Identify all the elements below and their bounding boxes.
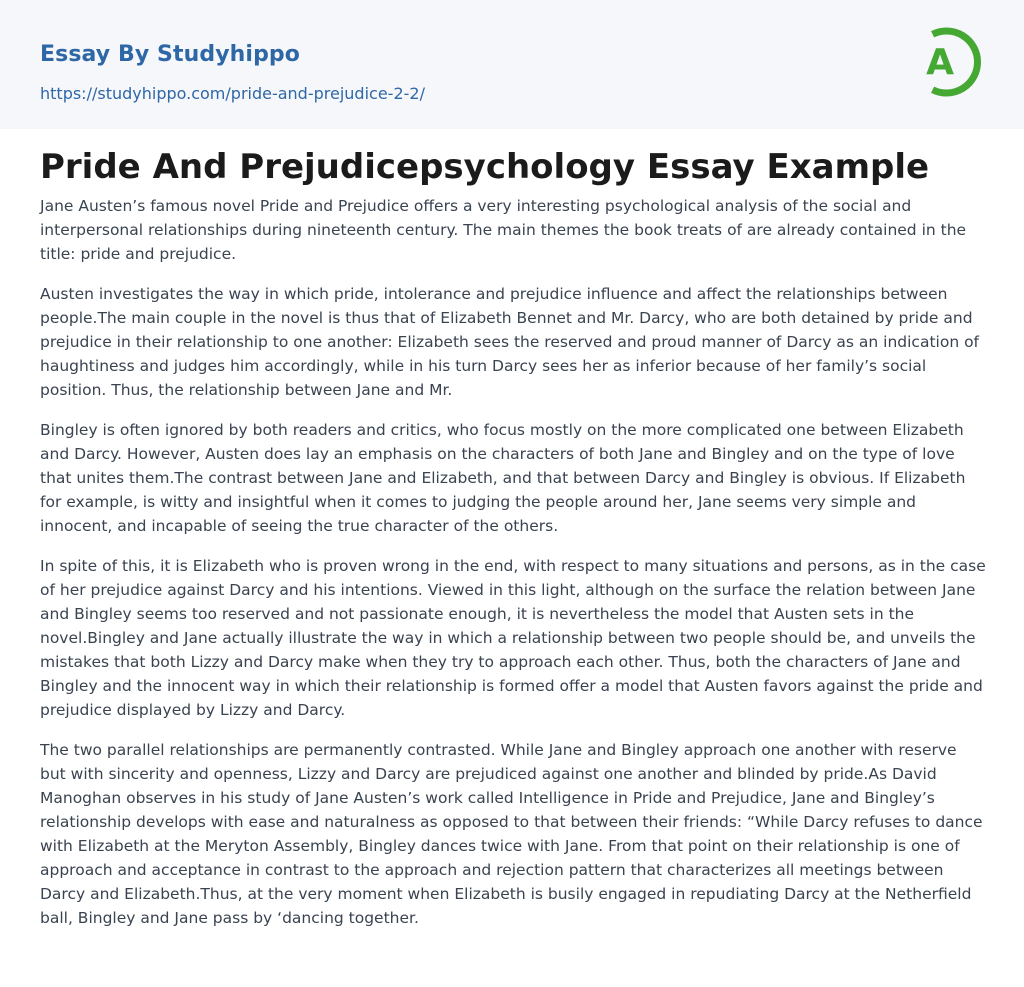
logo-icon[interactable] — [913, 20, 985, 104]
site-brand[interactable]: Essay By Studyhippo — [40, 42, 300, 67]
article-paragraph: Bingley is often ignored by both readers and critics, who focus mostly on the more complicated one between Elizabeth and Darcy. However, Austen does lay an emphasis on the characters of both Jane and Bingley and on the type of love that unites them.The contrast between Jane and Elizabeth, and that between Darcy and Bingley is obvious. If Elizabeth for example, is witty and insightful when it comes to judging the people around her, Jane seems very simple and innocent, and incapable of seeing the true character of the others. — [40, 421, 966, 535]
site-header — [0, 0, 1024, 129]
page-title: Pride And Prejudicepsychology Essay Example — [40, 147, 930, 187]
article-paragraph: In spite of this, it is Elizabeth who is proven wrong in the end, with respect to many situations and persons, as in the case of her prejudice against Darcy and his intentions. Viewed in this light, although on the surface the relation between Jane and Bingley seems too reserved and not passionate enough, it is nevertheless the model that Austen sets in the novel.Bingley and Jane actually illustrate the way in which a relationship between two people should be, and unveils the mistakes that both Lizzy and Darcy make when they try to approach each other. Thus, both the characters of Jane and Bingley and the innocent way in which their relationship is formed offer a model that Austen favors against the pride and prejudice displayed by Lizzy and Darcy. — [40, 557, 986, 719]
article-paragraph: Austen investigates the way in which pride, intolerance and prejudice influence and affect the relationships between people.The main couple in the novel is thus that of Elizabeth Bennet and Mr. Darcy, who are both detained by pride and prejudice in their relationship to one another: Elizabeth sees the reserved and proud manner of Darcy as an indication of haughtiness and judges him accordingly, while in his turn Darcy sees her as inferior because of her family’s social position. Thus, the relationship between Jane and Mr. — [40, 285, 980, 399]
page-url-link[interactable]: https://studyhippo.com/pride-and-prejudice-2-2/ — [40, 84, 425, 103]
article-body — [40, 194, 986, 946]
article-paragraph: Jane Austen’s famous novel Pride and Prejudice offers a very interesting psychological analysis of the social and interpersonal relationships during nineteenth century. The main themes the book treats of are already contained in the title: pride and prejudice. — [40, 197, 967, 263]
logo-letter: A — [926, 42, 954, 83]
article-paragraph: The two parallel relationships are permanently contrasted. While Jane and Bingley approach one another with reserve but with sincerity and openness, Lizzy and Darcy are prejudiced against one another and blinded by pride.As David Manoghan observes in his study of Jane Austen’s work called Intelligence in Pride and Prejudice, Jane and Bingley’s relationship develops with ease and naturalness as opposed to that between their friends: “While Darcy refuses to dance with Elizabeth at the Meryton Assembly, Bingley dances twice with Jane. From that point on their relationship is one of approach and acceptance in contrast to the approach and rejection pattern that characterizes all meetings between Darcy and Elizabeth.Thus, at the very moment when Elizabeth is busily engaged in repudiating Darcy at the Netherfield ball, Bingley and Jane pass by ‘dancing together. — [40, 741, 983, 927]
